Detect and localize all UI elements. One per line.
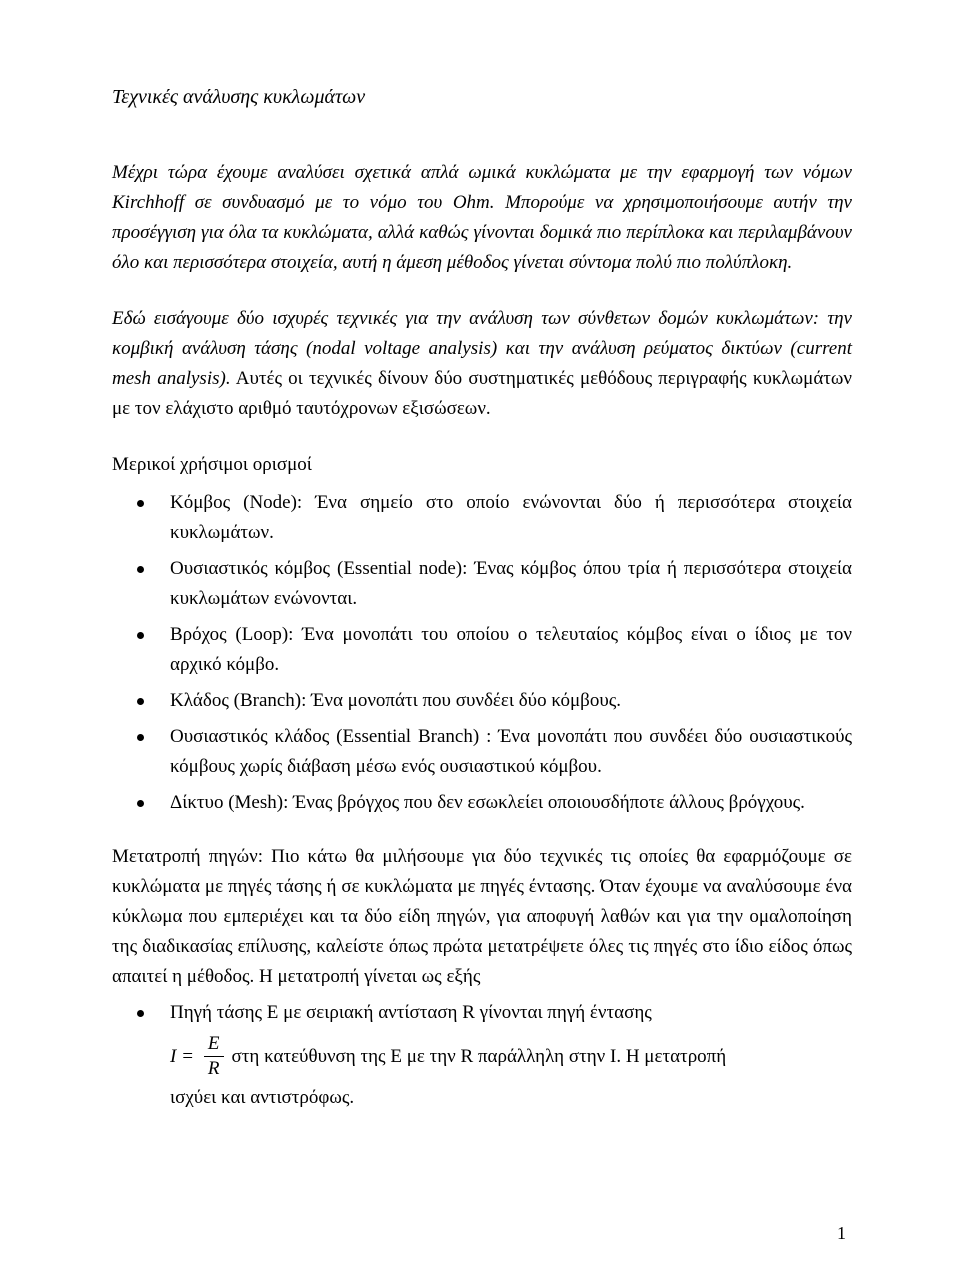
techniques-normal-text: Αυτές οι τεχνικές δίνουν δύο συστηματικές μεθόδους περιγραφής κυκλωμάτων με τον ελάχιστο αριθμό ταυτόχρονων εξισώσεων. (112, 368, 853, 419)
page-number: 1 (837, 1223, 846, 1243)
definition-item-essential-node: Ουσιαστικός κόμβος (Essential node): Ένας κόμβος όπου τρία ή περισσότερα στοιχεία κυκλωμάτων ενώνονται. (112, 554, 852, 614)
bullet-icon (137, 1010, 144, 1017)
conversion-paragraph: Μετατροπή πηγών: Πιο κάτω θα μιλήσουμε για δύο τεχνικές τις οποίες θα εφαρμόζουμε σε κυκλώματα με πηγές τάσης ή σε κυκλώματα με πηγές έντασης. Όταν έχουμε να αναλύσουμε ένα κύκλωμα που εμπεριέχει και τα δύο είδη πηγών, για αποφυγή λαθών και για την ομαλοποίηση της διαδικασίας επίλυσης, καλείστε όπως πρώτα μετατρέψετε όλες τις πηγές στο ίδιο είδος όπως απαιτεί η μέθοδος. Η μετατροπή γίνεται ως εξής (112, 846, 852, 987)
definition-item-loop: Βρόχος (Loop): Ένα μονοπάτι του οποίου ο τελευταίος κόμβος είναι ο ίδιος με τον αρχικό κόμβο. (112, 620, 852, 680)
formula-numerator: E (204, 1032, 224, 1057)
formula-denominator: R (207, 1058, 220, 1079)
intro-paragraph: Μέχρι τώρα έχουμε αναλύσει σχετικά απλά ωμικά κυκλώματα με την εφαρμογή των νόμων Kirchhoff σε συνδυασμό με το νόμο του Ohm. Μπορούμε να χρησιμοποιήσουμε αυτήν την προσέγγιση για όλα τα κυκλώματα, αλλά καθώς γίνονται δομικά πιο περίπλοκα και περιλαμβάνουν όλο και περισσότερα στοιχεία, αυτή η άμεση μέθοδος γίνεται σύντομα πολύ πιο πολύπλοκη. (112, 162, 852, 273)
formula-line (170, 1032, 852, 1081)
conversion-item-line3: ισχύει και αντιστρόφως. (170, 1087, 355, 1108)
conversion-item (112, 998, 852, 1113)
definition-item-node: Κόμβος (Node): Ένα σημείο στο οποίο ενώνονται δύο ή περισσότερα στοιχεία κυκλωμάτων. (112, 488, 852, 548)
definitions-heading: Μερικοί χρήσιμοι ορισμοί (112, 454, 312, 475)
definition-item-essential-branch: Ουσιαστικός κλάδος (Essential Branch) : Ένα μονοπάτι που συνδέει δύο ουσιαστικούς κόμβους χωρίς διάβαση μέσω ενός ουσιαστικού κόμβου. (112, 722, 852, 782)
formula-lhs: I = (170, 1045, 194, 1067)
page-title: Τεχνικές ανάλυσης κυκλωμάτων (112, 86, 366, 108)
definition-item-mesh: Δίκτυο (Mesh): Ένας βρόγχος που δεν εσωκλείει οποιουσδήποτε άλλους βρόγχους. (112, 788, 852, 818)
definitions-list (112, 488, 852, 818)
formula-fraction (204, 1032, 224, 1081)
definition-item-branch: Κλάδος (Branch): Ένα μονοπάτι που συνδέει δύο κόμβους. (112, 686, 852, 716)
techniques-italic-text: Εδώ εισάγουμε δύο ισχυρές τεχνικές για την ανάλυση των σύνθετων δομών κυκλωμάτων: την κομβική ανάλυση τάσης (nodal voltage analysis) και την ανάλυση ρεύματος δικτύων (current mesh analysis). (112, 308, 852, 389)
formula-rest: στη κατεύθυνση της E με την R παράλληλη στην I. Η μετατροπή (231, 1045, 727, 1067)
techniques-paragraph (112, 304, 852, 424)
conversion-item-line1: Πηγή τάσης E με σειριακή αντίσταση R γίνονται πηγή έντασης (170, 1002, 652, 1023)
